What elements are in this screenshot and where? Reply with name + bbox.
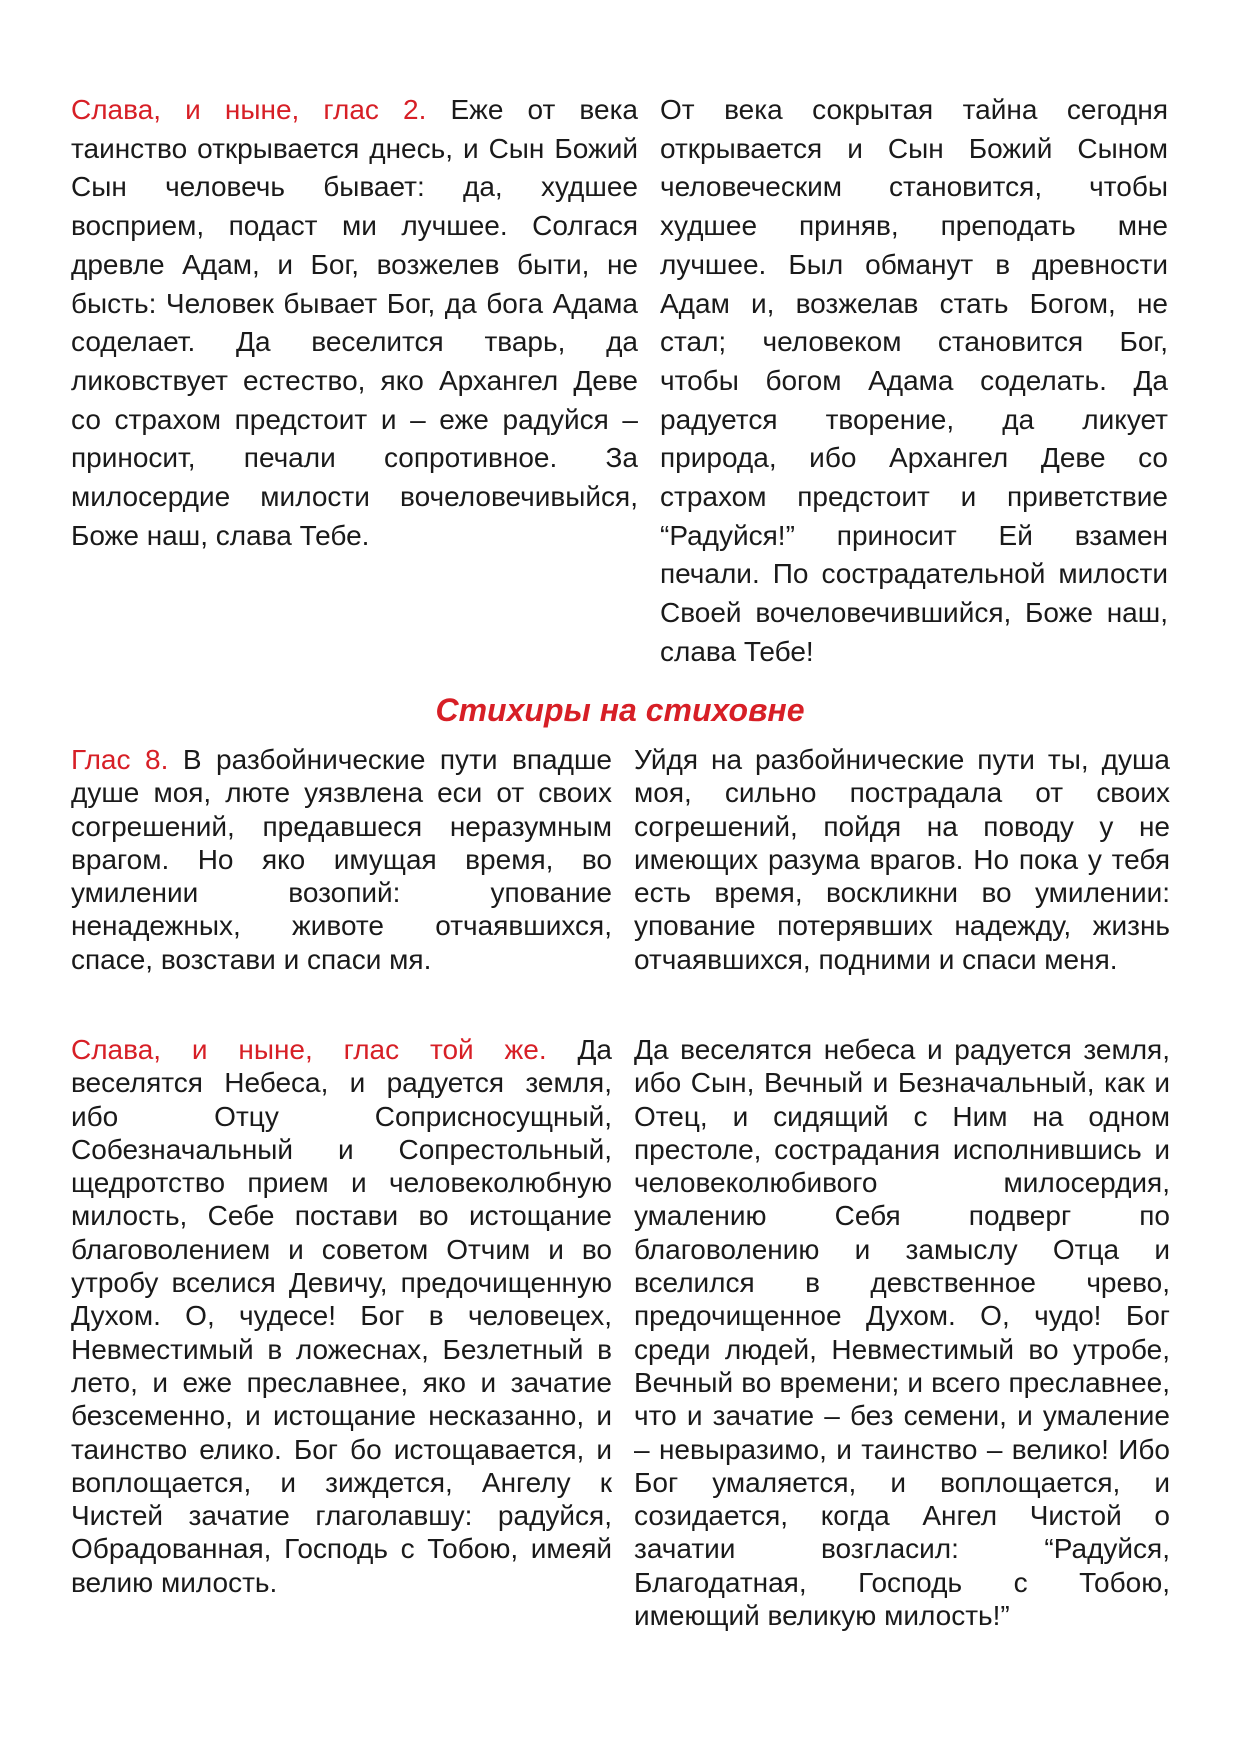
russian-translation-text: Да веселятся небеса и радуется земля, ибо Сын, Вечный и Безначальный, как и Отец, и сидящий с Ним на одном престоле, сострадания исполнившись и человеколюбивого милосердия, умалению Себя подверг по благоволению и замыслу Отца и вселился в девственное чрево, предочищенное Духом. О, чудо! Бог среди людей, Невместимый во утробе, Вечный во времени; и всего преславнее, что и зачатие – без семени, и умаление – невыразимо, и таинство – велико! Ибо Бог умаляется, и воплощается, и созидается, когда Ангел Чистой о зачатии возгласил: “Радуйся, Благодатная, Господь с Тобою, имеющий великую милость!”: [634, 1034, 1170, 1632]
church-slavonic-text: Еже от века таинство открывается днесь, и Сын Божий Сын человечь бывает: да, худшее восприем, подаст ми лучшее. Солгася древле Адам, и Бог, возжелев быти, не бысть: Человек бывает Бог, да бога Адама соделает. Да веселится тварь, да ликовствует естество, яко Архангел Деве со страхом предстоит и – еже радуйся – приносит, печали сопротивное. За милосердие милости вочеловечивыйся, Боже наш, слава Тебе.: [71, 94, 639, 551]
stichera-glas-8-russian: [634, 743, 1170, 976]
rubric-label: Слава, и ныне, глас 2.: [71, 94, 427, 125]
church-slavonic-text: Да веселятся Небеса, и радуется земля, ибо Отцу Соприсносущный, Собезначальный и Сопрестольный, щедротство прием и человеколюбную милость, Себе постави во истощание благоволением и советом Отчим и во утробу вселися Девичу, предочищенную Духом. О, чудесе! Бог в человецех, Невместимый в ложеснах, Безлетный в лето, и еже преславнее, яко и зачатие безсеменно, и истощание несказанно, и таинство елико. Бог бо истощавается, и воплощается, и зиждется, Ангелу к Чистей зачатие глаголавшу: радуйся, Обрадованная, Господь с Тобою, имеяй велию милость.: [71, 1034, 612, 1598]
rubric-label: Глас 8.: [71, 744, 169, 775]
stichera-slava-same-glas-russian: [634, 1033, 1170, 1632]
stichera-slava-glas-2-russian: [660, 91, 1168, 672]
stichera-slava-same-glas-church-slavonic: [71, 1033, 612, 1599]
section-heading: Стихиры на стиховне: [435, 692, 805, 728]
russian-translation-text: От века сокрытая тайна сегодня открывается и Сын Божий Сыном человеческим становится, чтобы худшее приняв, преподать мне лучшее. Был обманут в древности Адам и, возжелав стать Богом, не стал; человеком становится Бог, чтобы богом Адама соделать. Да радуется творение, да ликует природа, ибо Архангел Деве со страхом предстоит и приветствие “Радуйся!” приносит Ей взамен печали. По сострадательной милости Своей вочеловечившийся, Боже наш, слава Тебе!: [660, 94, 1168, 667]
church-slavonic-text: В разбойнические пути впадше душе моя, люте уязвлена еси от своих согрешений, предавшеся неразумным врагом. Но яко имущая время, во умилении возопий: упование ненадежных, животе отчаявшихся, спасе, возстави и спаси мя.: [71, 744, 613, 975]
russian-translation-text: Уйдя на разбойнические пути ты, душа моя, сильно пострадала от своих согрешений, пойдя на поводу у не имеющих разума врагов. Но пока у тебя есть время, воскликни во умилении: упование потерявших надежду, жизнь отчаявшихся, подними и спаси меня.: [634, 744, 1170, 975]
rubric-label: Слава, и ныне, глас той же.: [71, 1034, 547, 1065]
stichera-glas-8-church-slavonic: [71, 743, 612, 976]
stichera-slava-glas-2-church-slavonic: [71, 91, 638, 555]
